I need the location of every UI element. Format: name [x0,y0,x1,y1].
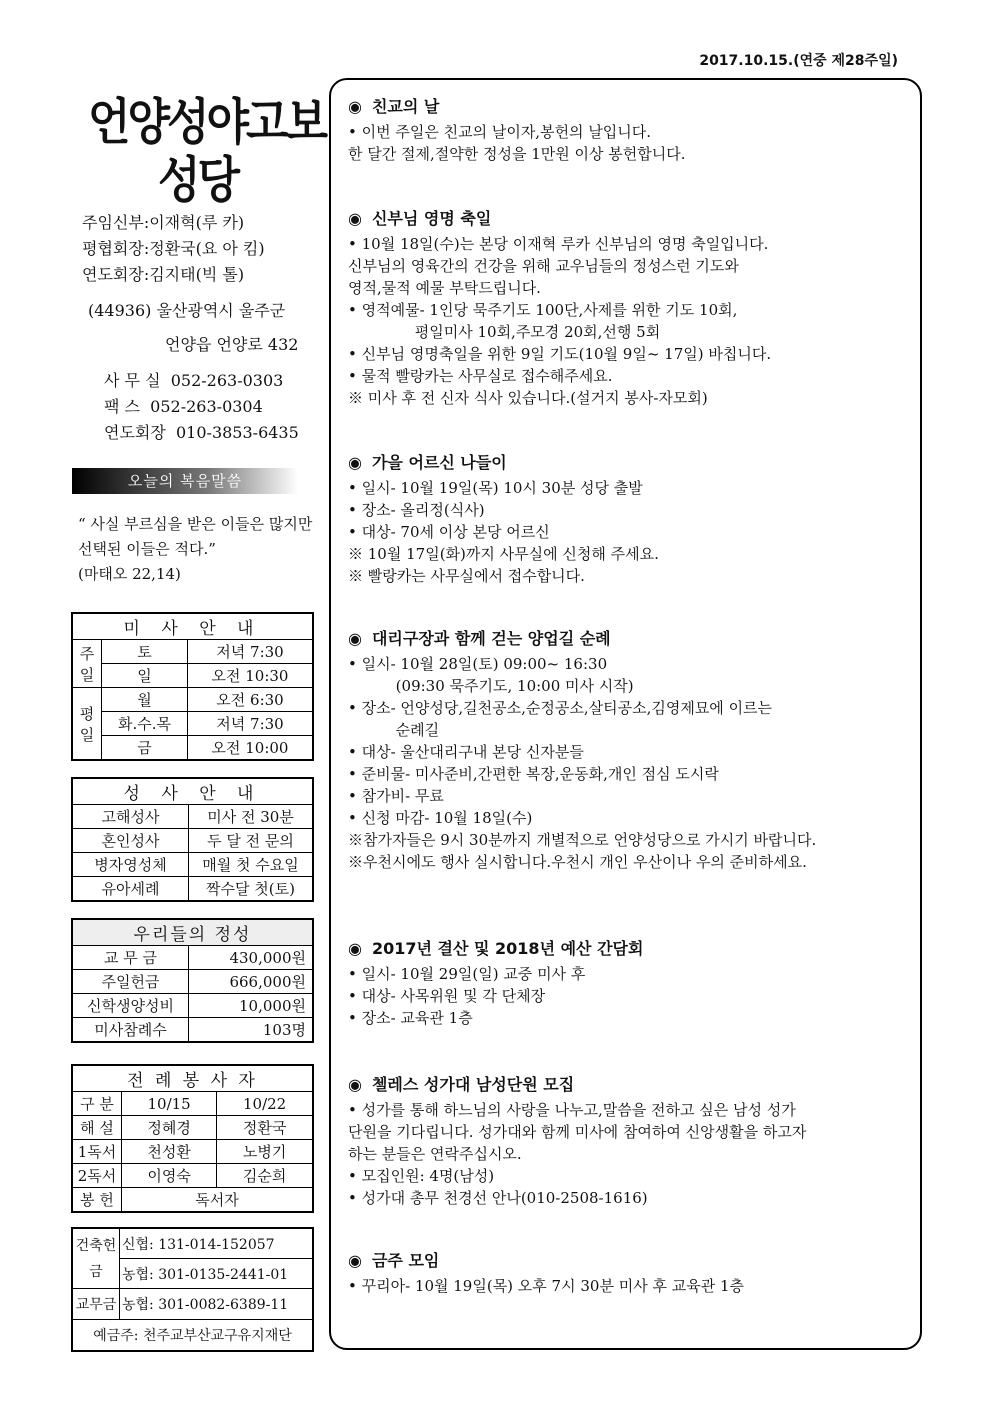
gospel-block [78,512,313,587]
offerings-table [71,918,314,1043]
sacrament-name: 혼인성사 [72,829,189,853]
mass-day: 월 [102,688,188,712]
bullet-icon: ◉ [348,939,362,958]
section-elders-outing [348,450,913,587]
sacrament-info: 미사 전 30분 [189,805,314,829]
bullet-icon: ◉ [348,453,362,472]
mass-day: 화.수.목 [102,712,188,736]
servers-col: 10/22 [217,1092,313,1116]
section-line: 하는 분들은 연락주십시오. [348,1145,522,1163]
offering-name: 주일헌금 [72,970,189,994]
parish-title-line2: 성당 [158,152,238,210]
server-role: 해 설 [72,1116,122,1140]
section-title: ◉ 가을 어르신 나들이 [348,453,507,472]
section-line: • 성가대 총무 천경선 안나(010-2508-1616) [348,1189,648,1207]
section-pilgrimage [348,626,913,873]
sacrament-info: 짝수달 첫(토) [189,877,314,902]
sacraments-table [71,777,314,902]
section-line: • 일시- 10월 29일(일) 교중 미사 후 [348,965,586,983]
server-role: 봉 헌 [72,1188,122,1213]
section-line: 순례길 [348,721,440,739]
servers-header: 전 례 봉 사 자 [72,1065,313,1092]
sacrament-info: 두 달 전 문의 [189,829,314,853]
accounts-table [71,1227,314,1352]
section-line: • 장소- 올리정(식사) [348,501,485,519]
section-line: • 장소- 교육관 1층 [348,1009,473,1027]
section-line: 신부님의 영육간의 건강을 위해 교우님들의 정성스런 기도와 [348,257,739,275]
mass-time: 오전 10:30 [188,664,314,688]
section-line: ※참가자들은 9시 30분까지 개별적으로 언양성당으로 가시기 바랍니다. [348,831,817,849]
section-line: • 대상- 70세 이상 본당 어르신 [348,523,550,541]
section-line: • 참가비- 무료 [348,787,444,805]
contact-fax: 팩 스 052-263-0304 [104,397,263,416]
account-number: 신협: 131-014-152057 [120,1228,314,1259]
section-choir-recruit [348,1072,913,1209]
weekday-label: 평일 [72,688,102,761]
offering-name: 신학생양성비 [72,994,189,1018]
server-name: 이영숙 [122,1164,217,1188]
section-line: ※ 미사 후 전 신자 식사 있습니다.(설거지 봉사-자모회) [348,389,708,407]
section-fellowship-day [348,94,913,165]
address-line1: (44936) 울산광역시 울주군 [88,301,286,320]
section-line: • 모집인원: 4명(남성) [348,1167,495,1185]
staff-pastor: 주임신부:이재혁(루 카) [82,213,245,232]
section-line: • 영적예물- 1인당 묵주기도 100단,사제를 위한 기도 10회, [348,301,738,319]
staff-yeondo: 연도회장:김지태(빅 톨) [82,265,245,284]
server-name: 정환국 [217,1116,313,1140]
sunday-label: 주일 [72,640,102,688]
tithe-label: 교무금 [72,1289,120,1320]
sacrament-name: 병자영성체 [72,853,189,877]
mass-time: 저녁 7:30 [188,712,314,736]
gospel-quote: “ 사실 부르심을 받은 이들은 많지만 선택된 이들은 적다.” [78,515,313,558]
server-name: 독서자 [122,1188,314,1213]
mass-time: 오전 10:00 [188,736,314,761]
server-role: 1독서 [72,1140,122,1164]
sacraments-header: 성 사 안 내 [72,778,313,805]
mass-time: 저녁 7:30 [188,640,314,664]
offerings-header: 우리들의 정성 [72,919,313,946]
section-line: • 준비물- 미사준비,간편한 복장,운동화,개인 점심 도시락 [348,765,719,783]
account-number: 농협: 301-0082-6389-11 [120,1289,314,1320]
contact-office: 사 무 실 052-263-0303 [104,371,284,390]
section-line: • 일시- 10월 19일(목) 10시 30분 성당 출발 [348,479,643,497]
address-line2: 언양읍 언양로 432 [165,335,299,354]
section-line: • 이번 주일은 친교의 날이자,봉헌의 날입니다. [348,123,652,141]
section-budget-meeting [348,936,913,1029]
section-line: 단원을 기다립니다. 성가대와 함께 미사에 참여하여 신앙생활을 하고자 [348,1123,807,1141]
section-line: • 일시- 10월 28일(토) 09:00~ 16:30 [348,655,608,673]
section-feast-day [348,206,913,409]
section-line: • 신청 마감- 10월 18일(수) [348,809,533,827]
mass-header: 미 사 안 내 [72,613,313,640]
section-title: ◉ 첼레스 성가대 남성단원 모집 [348,1075,575,1094]
sacrament-name: 유아세례 [72,877,189,902]
mass-time: 오전 6:30 [188,688,314,712]
section-title: ◉ 신부님 영명 축일 [348,209,492,228]
offering-amount: 430,000원 [189,946,314,970]
gospel-header: 오늘의 복음말씀 [72,468,298,494]
building-fund-label: 건축헌금 [72,1228,120,1289]
section-line: • 10월 18일(수)는 본당 이재혁 루카 신부님의 영명 축일입니다. [348,235,769,253]
server-name: 노병기 [217,1140,313,1164]
section-line: • 신부님 영명축일을 위한 9일 기도(10월 9일~ 17일) 바칩니다. [348,345,772,363]
section-line: • 물적 빨랑카는 사무실로 접수해주세요. [348,367,613,385]
offering-amount: 103명 [189,1018,314,1043]
sacrament-info: 매월 첫 수요일 [189,853,314,877]
section-line: • 대상- 사목위원 및 각 단체장 [348,987,546,1005]
gospel-reference: (마태오 22,14) [78,565,181,583]
section-line: • 대상- 울산대리구내 본당 신자분들 [348,743,584,761]
section-line: • 장소- 언양성당,길천공소,순정공소,살티공소,김영제묘에 이르는 [348,699,773,717]
section-title: ◉ 대리구장과 함께 걷는 양업길 순례 [348,629,611,648]
server-name: 천성환 [122,1140,217,1164]
section-line: (09:30 묵주기도, 10:00 미사 시작) [348,677,634,695]
servers-col: 10/15 [122,1092,217,1116]
server-name: 김순희 [217,1164,313,1188]
section-line: 영적,물적 예물 부탁드립니다. [348,279,541,297]
liturgy-servers-table [71,1064,314,1213]
mass-schedule-table [71,612,314,761]
section-weekly-meetings [348,1248,913,1297]
section-title: ◉ 금주 모임 [348,1251,440,1270]
mass-day: 금 [102,736,188,761]
bulletin-date: 2017.10.15.(연중 제28주일) [699,53,898,69]
account-holder: 예금주: 천주교부산교구유지재단 [72,1320,313,1352]
offering-name: 교 무 금 [72,946,189,970]
staff-council: 평협회장:정환국(요 아 킴) [82,239,265,258]
server-name: 정혜경 [122,1116,217,1140]
offering-amount: 666,000원 [189,970,314,994]
account-number: 농협: 301-0135-2441-01 [120,1259,314,1289]
section-line: 평일미사 10회,주모경 20회,선행 5회 [348,323,661,341]
section-title: ◉ 2017년 결산 및 2018년 예산 간담회 [348,939,644,958]
bullet-icon: ◉ [348,97,362,116]
bullet-icon: ◉ [348,209,362,228]
bullet-icon: ◉ [348,1251,362,1270]
sacrament-name: 고해성사 [72,805,189,829]
section-line: • 성가를 통해 하느님의 사랑을 나누고,말씀을 전하고 싶은 남성 성가 [348,1101,796,1119]
server-role: 2독서 [72,1164,122,1188]
servers-col: 구 분 [72,1092,122,1116]
section-line: ※ 빨랑카는 사무실에서 접수합니다. [348,567,585,585]
contact-yeondo: 연도회장 010-3853-6435 [104,423,299,442]
mass-day: 일 [102,664,188,688]
bullet-icon: ◉ [348,629,362,648]
section-line: 한 달간 절제,절약한 정성을 1만원 이상 봉헌합니다. [348,145,686,163]
section-line: ※ 10월 17일(화)까지 사무실에 신청해 주세요. [348,545,659,563]
parish-title: 언양성야고보 [88,94,326,152]
section-line: • 꾸리아- 10월 19일(목) 오후 7시 30분 미사 후 교육관 1층 [348,1277,744,1295]
offering-name: 미사참례수 [72,1018,189,1043]
offering-amount: 10,000원 [189,994,314,1018]
section-line: ※우천시에도 행사 실시합니다.우천시 개인 우산이나 우의 준비하세요. [348,853,807,871]
bullet-icon: ◉ [348,1075,362,1094]
section-title: ◉ 친교의 날 [348,97,440,116]
mass-day: 토 [102,640,188,664]
